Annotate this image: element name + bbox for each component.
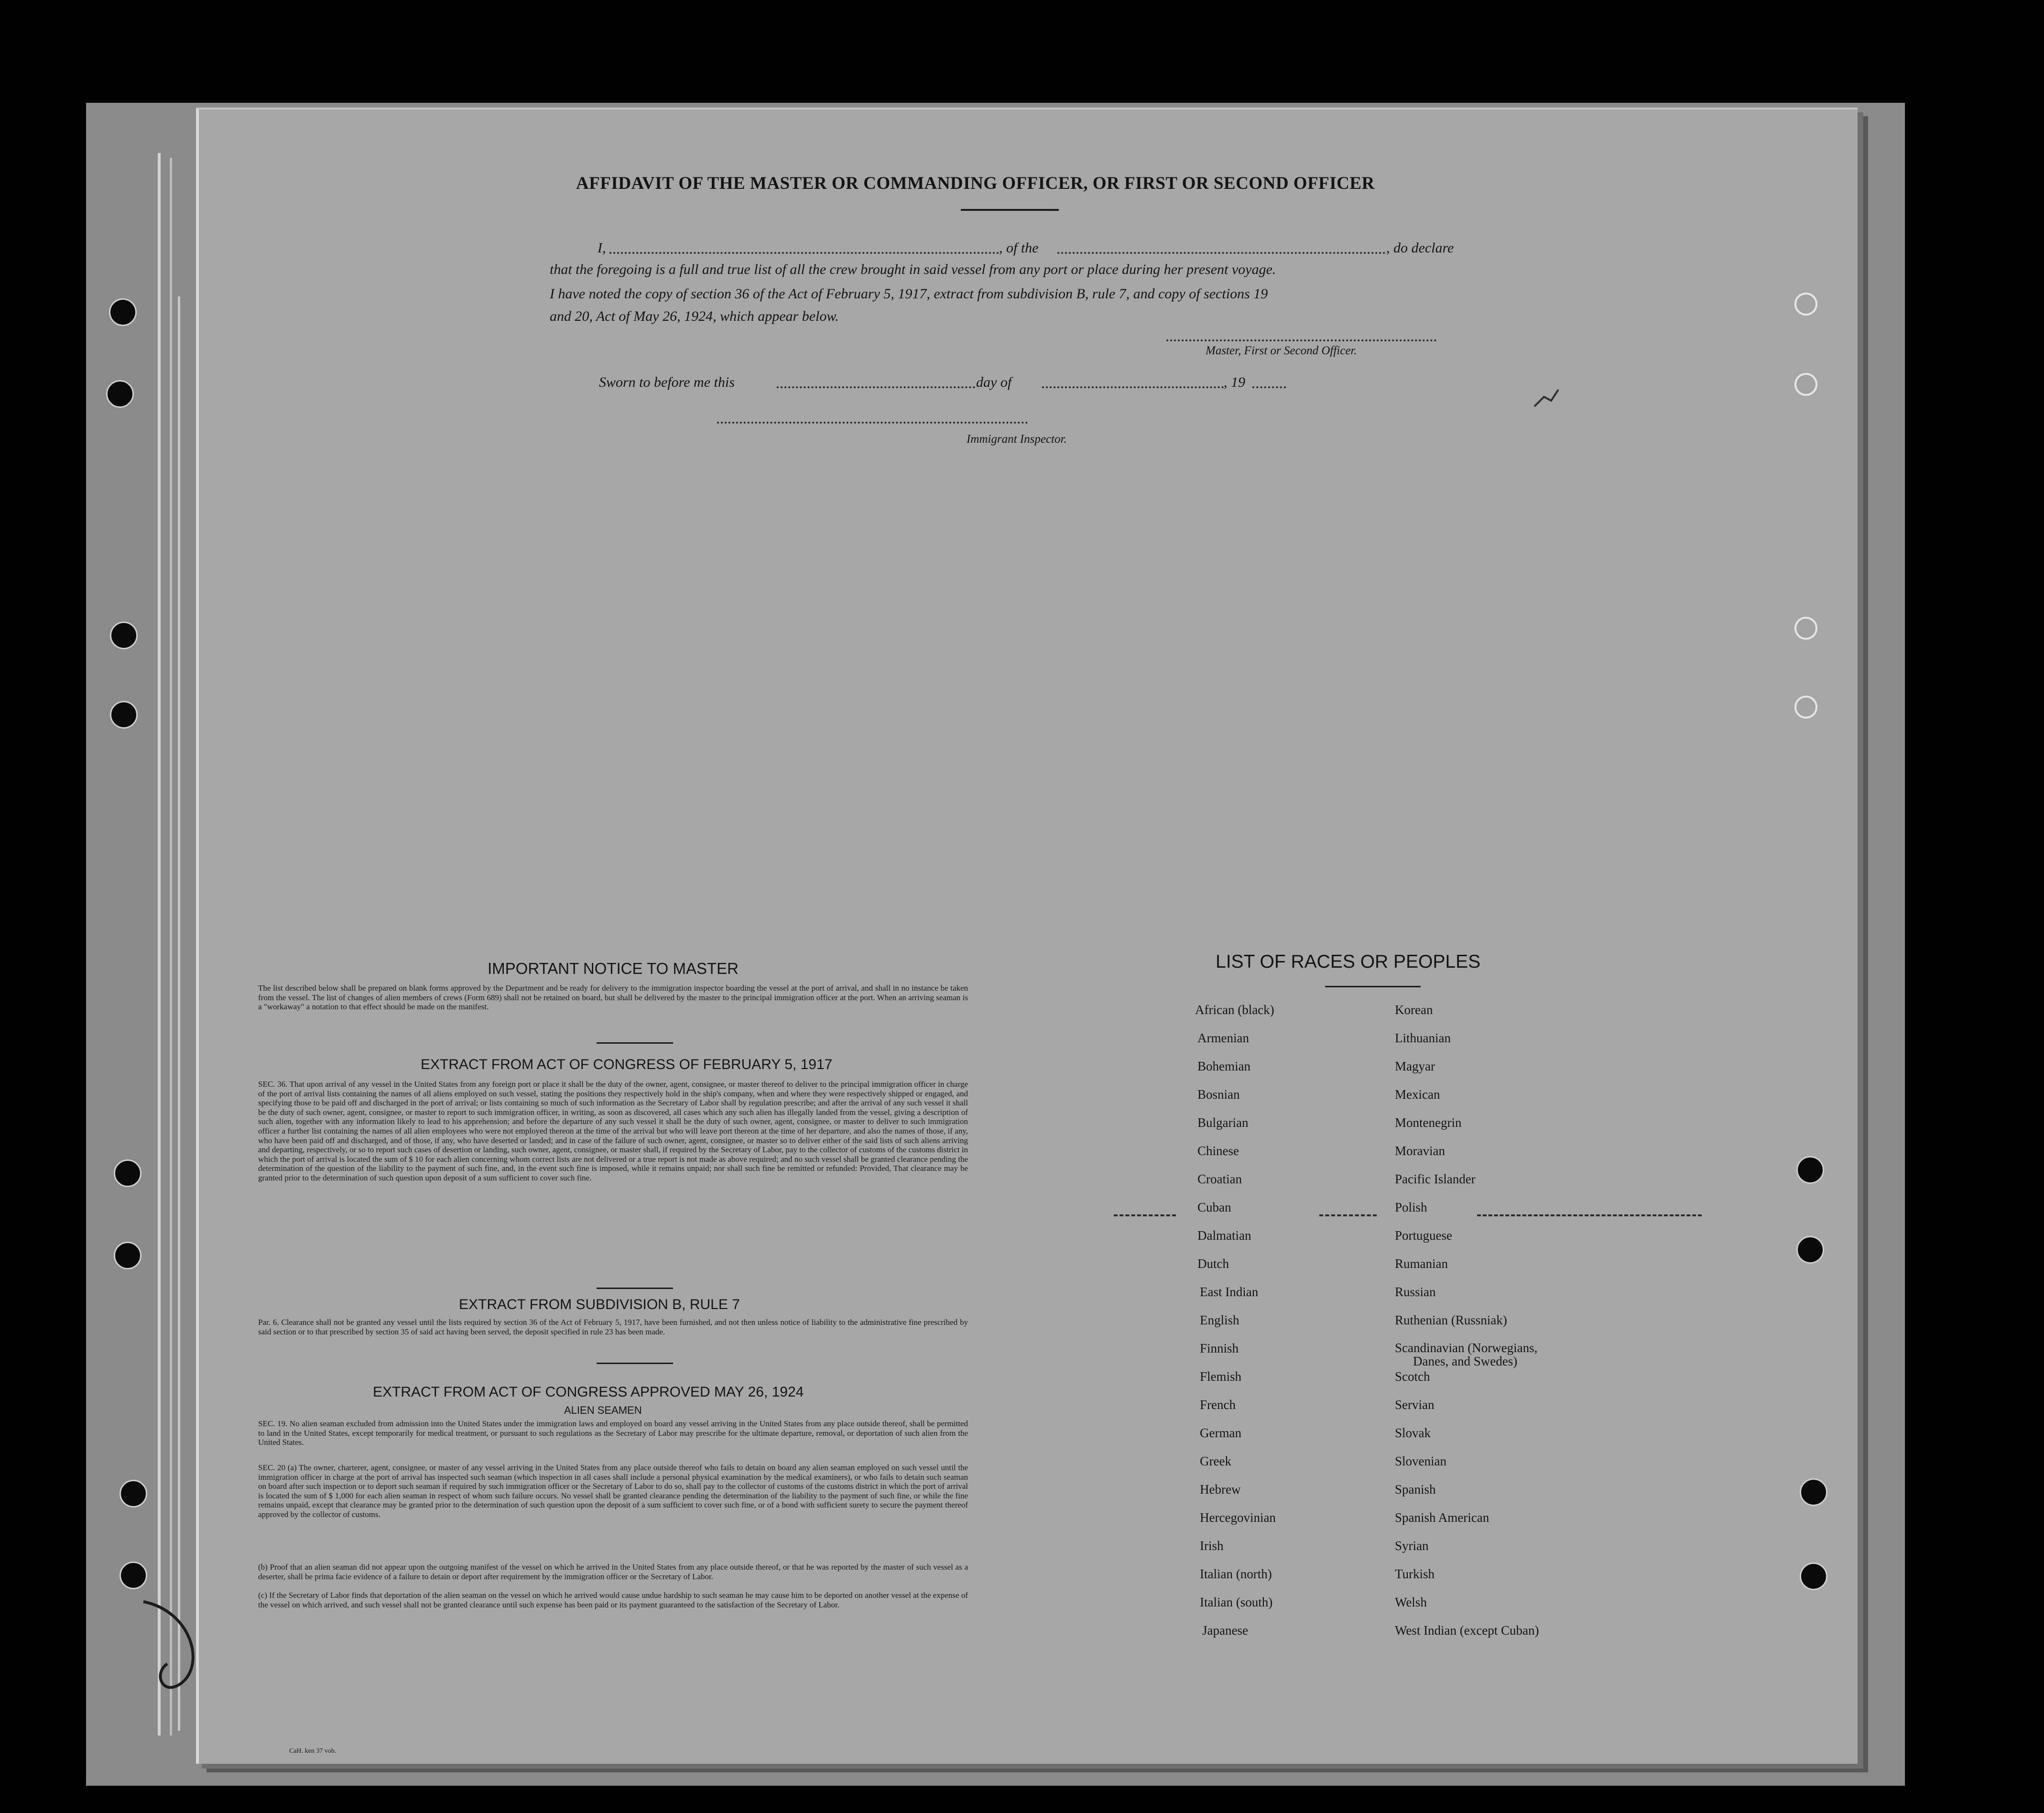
sworn-date-line[interactable] bbox=[777, 386, 975, 388]
race-left-item: Croatian bbox=[1197, 1172, 1242, 1186]
race-right-item: Moravian bbox=[1395, 1144, 1445, 1158]
section-rule bbox=[597, 1363, 673, 1364]
punch-hole bbox=[120, 1562, 147, 1589]
handwritten-dash-mark bbox=[1477, 1214, 1702, 1216]
race-left-item: Dalmatian bbox=[1197, 1228, 1251, 1243]
notice-title: IMPORTANT NOTICE TO MASTER bbox=[488, 960, 739, 977]
race-right-item: Servian bbox=[1395, 1398, 1435, 1412]
race-left-item: Hebrew bbox=[1200, 1482, 1241, 1496]
race-left-item: Italian (south) bbox=[1200, 1595, 1273, 1609]
punch-hole bbox=[1796, 1156, 1824, 1184]
race-right-item: Russian bbox=[1395, 1285, 1436, 1299]
race-right-item: Portuguese bbox=[1395, 1228, 1452, 1243]
day-of-label: day of bbox=[976, 374, 1012, 390]
punch-hole bbox=[109, 298, 137, 326]
race-left-item: Dutch bbox=[1197, 1256, 1229, 1271]
sheet-edge bbox=[158, 153, 161, 1736]
race-right-item: Polish bbox=[1395, 1200, 1427, 1214]
sheet-edge bbox=[170, 158, 172, 1736]
scandinavian-line-1: Scandinavian (Norwegians, bbox=[1395, 1341, 1538, 1355]
race-right-item: Scotch bbox=[1395, 1369, 1430, 1384]
extract-1924-subtitle: ALIEN SEAMEN bbox=[564, 1404, 642, 1416]
race-left-item: Hercegovinian bbox=[1200, 1510, 1276, 1525]
inspector-caption: Immigrant Inspector. bbox=[967, 433, 1067, 446]
punch-hole bbox=[1800, 1478, 1827, 1506]
punch-hole bbox=[110, 701, 138, 729]
punch-hole bbox=[106, 380, 134, 408]
affidavit-line-3: I have noted the copy of section 36 of the Act of February 5, 1917, extract from subdivision B, rule 7, and copy of sections 19 bbox=[550, 286, 1268, 302]
race-right-item: Syrian bbox=[1395, 1539, 1429, 1553]
race-left-item: Flemish bbox=[1200, 1369, 1242, 1384]
race-right-item: Spanish American bbox=[1395, 1510, 1490, 1525]
sworn-month-line[interactable] bbox=[1042, 386, 1224, 388]
handwritten-dash-mark bbox=[1319, 1214, 1377, 1216]
race-right-item: Pacific Islander bbox=[1395, 1172, 1476, 1186]
affidavit-line-4: and 20, Act of May 26, 1924, which appear below. bbox=[550, 308, 839, 324]
extract-1924-sec20a: SEC. 20 (a) The owner, charterer, agent, consignee, or master of any vessel arriving in the United States from any place outside thereof who fails to detain on board any alien seaman employed on such vessel until the immigration officer in charge at the port of arrival has inspected such seaman (which inspection in all cases shall include a personal physical examination by the medical examiners), or who fails to detain such seaman on board after such inspection or to deport such seaman if required by such immigration officer or the Secretary of Labor to do so, shall pay to the collector of customs of the customs district in which the port of arrival is located the sum of $ 1,000 for each alien seaman in respect of whom such failure occurs. No vessel shall be granted clearance pending the determination of the liability to the payment of such fine, or while the fine remains unpaid, except that clearance may be granted prior to the determination of such question upon the deposit of a sum sufficient to cover such fine, or of a bond with sufficient surety to secure the payment thereof approved by the collector of customs. bbox=[258, 1463, 968, 1519]
punch-hole bbox=[110, 622, 138, 649]
race-right-item: Turkish bbox=[1395, 1567, 1435, 1581]
punch-hole bbox=[1794, 696, 1817, 719]
race-right-item: Slovak bbox=[1395, 1426, 1431, 1440]
race-right-item: Lithuanian bbox=[1395, 1031, 1451, 1045]
race-left-item: Italian (north) bbox=[1200, 1567, 1272, 1581]
race-left-item: Armenian bbox=[1197, 1031, 1249, 1045]
race-left-item: Japanese bbox=[1202, 1623, 1248, 1638]
race-left-item: Bosnian bbox=[1197, 1087, 1240, 1102]
race-left-item: French bbox=[1200, 1398, 1236, 1412]
race-left-item: Irish bbox=[1200, 1539, 1224, 1553]
race-left-item: African (black) bbox=[1195, 1003, 1274, 1017]
of-the-label: , of the bbox=[999, 240, 1039, 256]
race-right-item: Welsh bbox=[1395, 1595, 1427, 1609]
race-right-item: Ruthenian (Russniak) bbox=[1395, 1313, 1507, 1327]
string-loop bbox=[134, 1592, 220, 1707]
punch-hole bbox=[1794, 617, 1817, 640]
race-right-item: Slovenian bbox=[1395, 1454, 1446, 1468]
race-left-item: English bbox=[1200, 1313, 1239, 1327]
race-right-item: Rumanian bbox=[1395, 1256, 1448, 1271]
affidavit-line-2: that the foregoing is a full and true list of all the crew brought in said vessel from any port or place during her present voyage. bbox=[550, 262, 1276, 277]
extract-1924-sec19: SEC. 19. No alien seaman excluded from admission into the United States under the immigration laws and employed on board any vessel arriving in the United States from any place outside thereof, shall be permitted to land in the United States, except temporarily for medical treatment, or pursuant to such regulations as the Secretary of Labor may prescribe for the ultimate departure, removal, or deportation of such alien from the United States. bbox=[258, 1419, 968, 1447]
affidavit-title: AFFIDAVIT OF THE MASTER OR COMMANDING OFFICER, OR FIRST OR SECOND OFFICER bbox=[576, 174, 1375, 193]
race-right-item: Montenegrin bbox=[1395, 1115, 1462, 1130]
punch-hole bbox=[1794, 293, 1817, 316]
race-right-item: Korean bbox=[1395, 1003, 1433, 1017]
punch-hole bbox=[114, 1242, 141, 1269]
sworn-label: Sworn to before me this bbox=[599, 374, 735, 390]
scandinavian-line-2: Danes, and Swedes) bbox=[1413, 1354, 1518, 1368]
extract-1924-sec20b: (b) Proof that an alien seaman did not appear upon the outgoing manifest of the vessel on which he arrived in the United States from any place outside thereof, or that he was reported by the master of such vessel as a deserter, shall be prima facie evidence of a failure to detain or deport after requirement by the immigration officer or the Secretary of Labor. bbox=[258, 1562, 968, 1581]
sheet-edge bbox=[178, 296, 180, 1731]
race-left-item: Bohemian bbox=[1197, 1059, 1250, 1073]
race-left-item: East Indian bbox=[1200, 1285, 1259, 1299]
year-label: , 19 bbox=[1224, 374, 1245, 390]
footer-code: CaH. ken 37 vob. bbox=[289, 1747, 337, 1755]
inspector-signature-line[interactable] bbox=[717, 422, 1028, 424]
race-left-item: Bulgarian bbox=[1197, 1115, 1249, 1130]
race-right-item: West Indian (except Cuban) bbox=[1395, 1623, 1539, 1638]
extract-1924-title: EXTRACT FROM ACT OF CONGRESS APPROVED MAY 26, 1924 bbox=[373, 1384, 804, 1400]
race-right-item bbox=[1395, 1341, 1537, 1368]
section-rule bbox=[597, 1042, 673, 1044]
race-right-item: Magyar bbox=[1395, 1059, 1435, 1073]
race-left-item: Greek bbox=[1200, 1454, 1231, 1468]
declarant-name-line[interactable] bbox=[609, 252, 999, 254]
race-left-item: Finnish bbox=[1200, 1341, 1239, 1355]
declarant-label: I, bbox=[598, 240, 606, 256]
punch-hole bbox=[120, 1480, 147, 1507]
punch-hole bbox=[1796, 1236, 1824, 1264]
race-right-item: Mexican bbox=[1395, 1087, 1440, 1102]
race-right-item: Spanish bbox=[1395, 1482, 1436, 1496]
handwritten-dash-mark bbox=[1114, 1214, 1176, 1216]
extract-rule7-text: Par. 6. Clearance shall not be granted any vessel until the lists required by section 36 of the Act of February 5, 1917, have been furnished, and not then unless notice of liability to the administrative fine prescribed by said section or to that prescribed by section 35 of said act having been served, the deposit specified in rule 23 has been made. bbox=[258, 1318, 968, 1336]
title-rule bbox=[961, 209, 1059, 211]
races-title: LIST OF RACES OR PEOPLES bbox=[1216, 951, 1481, 972]
section-rule bbox=[597, 1288, 673, 1289]
race-left-item: Cuban bbox=[1197, 1200, 1231, 1214]
extract-1917-text: SEC. 36. That upon arrival of any vessel in the United States from any foreign port or place it shall be the duty of the owner, agent, consignee, or master thereof to deliver to the principal immigration officer in charge of the port of arrival lists containing the names of all aliens employed on such vessel, stating the positions they respectively hold in the ship's company, when and where they were respectively shipped or engaged, and specifying those to be paid off and discharged in the port of arrival; or lists containing so much of such information as the Secretary of Labor shall by regulation prescribe; and after the arrival of any such vessel it shall be the duty of such owner, agent, consignee, or master to report to such immigration officer, in writing, as soon as discovered, all cases which any such alien has illegally landed from the vessel, giving a description of such alien, together with any information likely to lead to his apprehension; and before the departure of any such vessel it shall be the duty of such owner, agent, consignee, or master to deliver to such immigration officer a further list containing the names of all alien employees who were not employed thereon at the time of the arrival but who will leave port thereon at the time of her departure, and also the names of those, if any, who have been paid off and discharged, and of those, if any, who have deserted or landed; and in case of the failure of such owner, agent, consignee, or master so to deliver either of the said lists of such aliens arriving and departing, respectively, or so to report such cases of desertion or landing, such owner, agent, consignee, or master shall, if required by the Secretary of Labor, pay to the collector of customs of the customs district in which the port of arrival is located the sum of $ 10 for each alien concerning whom correct lists are not delivered or a true report is not made as above required; and no such vessel shall be granted clearance pending the determination of the question of the liability to the payment of such fine, and, in the event such fine is imposed, while it remains unpaid; nor shall such fine be remitted or refunded: Provided, That clearance may be granted prior to the determination of such question upon deposit of a sum sufficient to cover such fine. bbox=[258, 1080, 968, 1182]
race-left-item: German bbox=[1200, 1426, 1241, 1440]
punch-hole bbox=[1800, 1562, 1827, 1590]
extract-1917-title: EXTRACT FROM ACT OF CONGRESS OF FEBRUARY 5, 1917 bbox=[421, 1057, 833, 1072]
master-signature-line[interactable] bbox=[1166, 339, 1436, 341]
do-declare-label: , do declare bbox=[1386, 240, 1454, 256]
punch-hole bbox=[1794, 373, 1817, 396]
vessel-name-line[interactable] bbox=[1057, 252, 1385, 254]
extract-rule7-title: EXTRACT FROM SUBDIVISION B, RULE 7 bbox=[459, 1297, 740, 1312]
pencil-mark bbox=[1530, 378, 1573, 416]
punch-hole bbox=[114, 1159, 141, 1187]
notice-text: The list described below shall be prepared on blank forms approved by the Department and be ready for delivery to the immigration inspector boarding the vessel at the port of arrival, and shall in no instance be taken from the vessel. The list of changes of alien members of crews (Form 689) shall not be retained on board, but shall be delivered by the master to the principal immigration officer at the port. When an arriving seaman is a "workaway" a notation to that effect should be made on the manifest. bbox=[258, 983, 968, 1012]
races-title-rule bbox=[1325, 986, 1421, 987]
master-caption: Master, First or Second Officer. bbox=[1206, 344, 1357, 357]
extract-1924-sec20c: (c) If the Secretary of Labor finds that deportation of the alien seaman on the vessel on which he arrived would cause undue hardship to such seaman he may cause him to be deported on another vessel at the expense of the vessel on which arrived, and such vessel shall not be granted clearance until such expense has been paid or its payment guaranteed to the satisfaction of the Secretary of Labor. bbox=[258, 1591, 968, 1609]
race-left-item: Chinese bbox=[1197, 1144, 1239, 1158]
sworn-year-line[interactable] bbox=[1252, 386, 1286, 388]
